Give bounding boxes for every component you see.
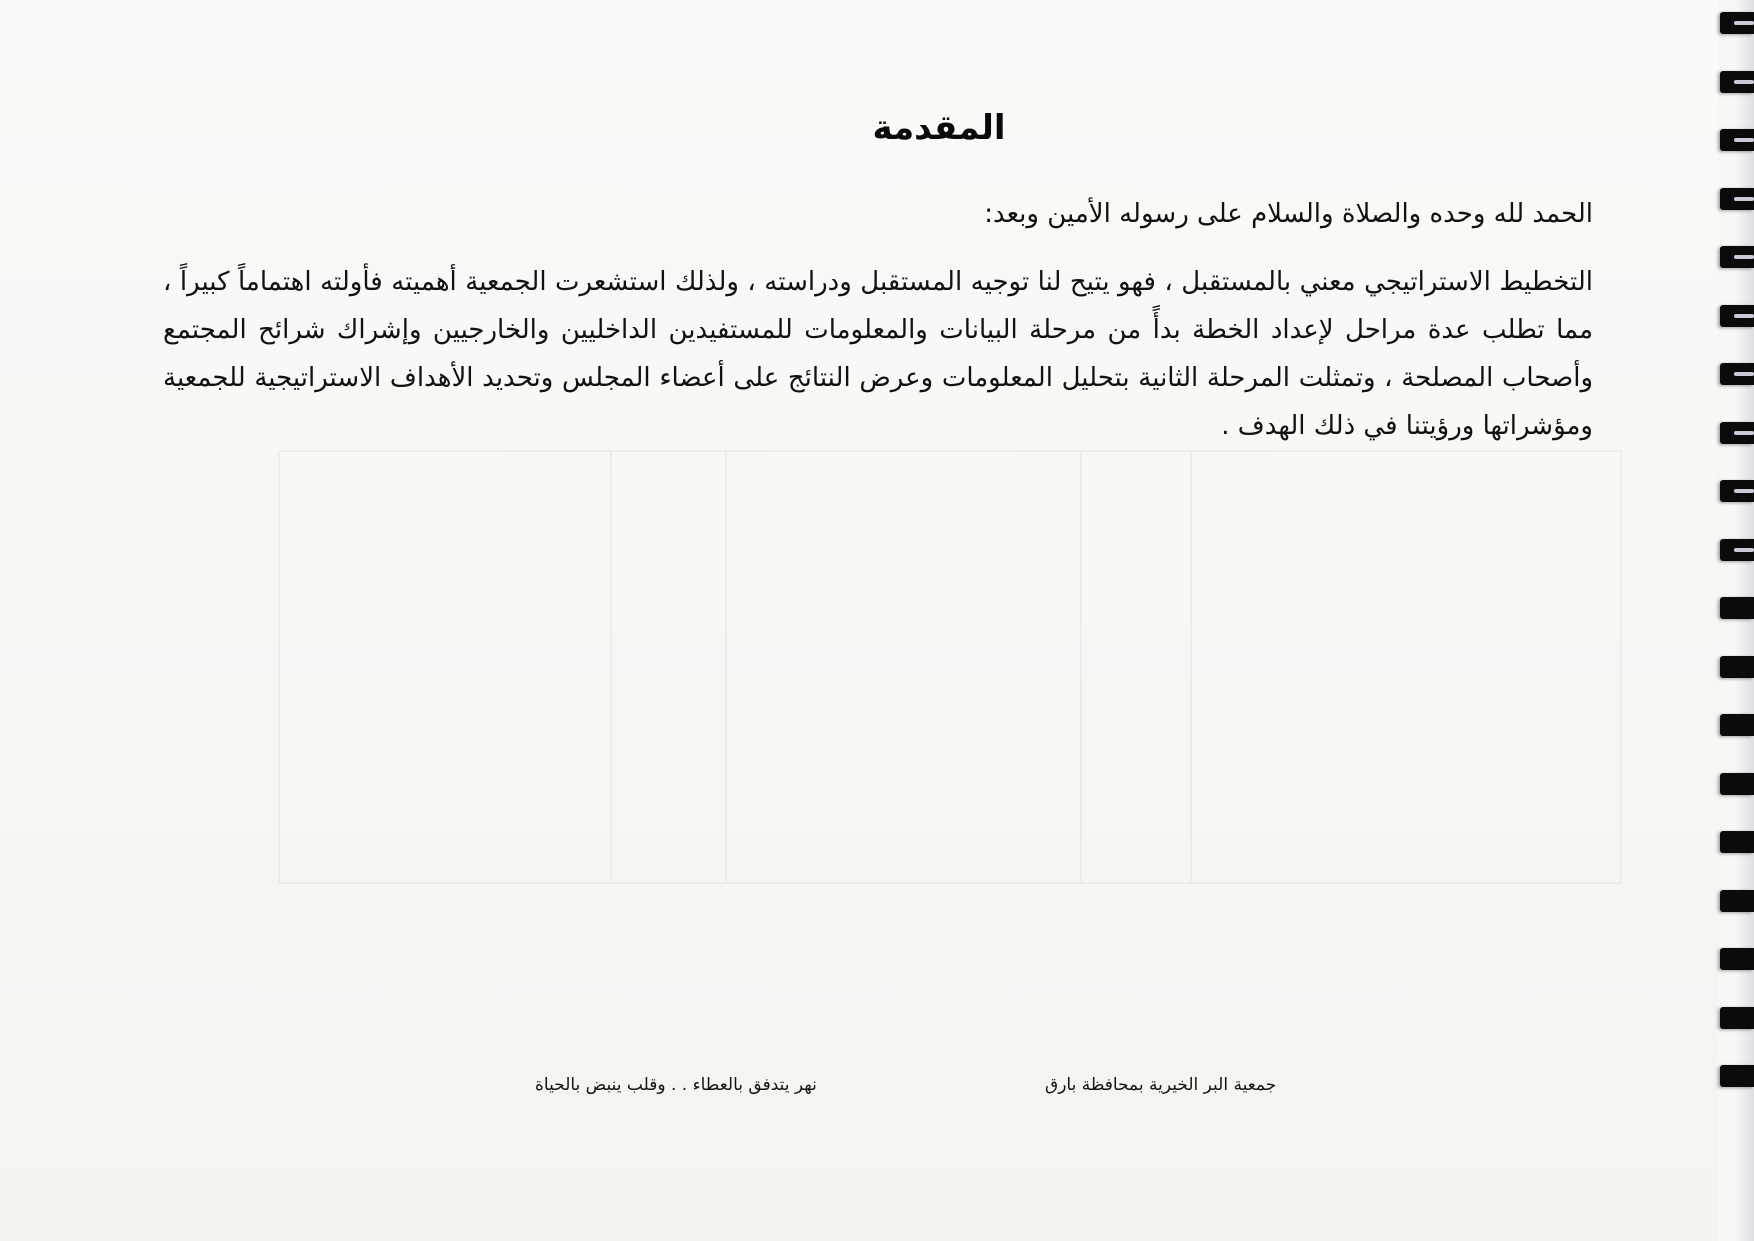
bleed-through-column — [1190, 452, 1192, 882]
binding-ring — [1720, 948, 1754, 970]
spiral-binding — [1714, 0, 1754, 1241]
document-body — [163, 190, 1593, 450]
greeting-line: الحمد لله وحده والصلاة والسلام على رسوله الأمين وبعد: — [984, 199, 1593, 229]
footer-organization: جمعية البر الخيرية بمحافظة بارق — [1045, 1075, 1277, 1095]
binding-ring — [1720, 539, 1754, 561]
bleed-through-column — [1080, 452, 1082, 882]
binding-ring — [1720, 1007, 1754, 1029]
binding-ring — [1720, 890, 1754, 912]
binding-ring — [1720, 480, 1754, 502]
binding-ring — [1720, 188, 1754, 210]
binding-ring — [1720, 422, 1754, 444]
bleed-through-table — [278, 450, 1622, 884]
binding-ring — [1720, 656, 1754, 678]
footer-slogan: نهر يتدفق بالعطاء . . وقلب ينبض بالحياة — [535, 1075, 817, 1095]
binding-ring — [1720, 246, 1754, 268]
binding-ring — [1720, 714, 1754, 736]
binding-ring — [1720, 305, 1754, 327]
binding-ring — [1720, 1065, 1754, 1087]
binding-ring — [1720, 597, 1754, 619]
binding-shadow — [1736, 0, 1754, 1241]
binding-ring — [1720, 773, 1754, 795]
intro-paragraph: التخطيط الاستراتيجي معني بالمستقبل ، فهو يتيح لنا توجيه المستقبل ودراسته ، ولذلك استشعرت الجمعية أهميته فأولته اهتماماً كبيراً ، مما تطلب عدة مراحل لإعداد الخطة بدأً من مرحلة البيانات والمعلومات للمستفيدين الداخليين والخارجيين وإشراك شرائح المجتمع وأصحاب المصلحة ، وتمثلت المرحلة الثانية بتحليل المعلومات وعرض النتائج على أعضاء المجلس وتحديد الأهداف الاستراتيجية للجمعية ومؤشراتها ورؤيتنا في ذلك الهدف . — [163, 267, 1593, 441]
binding-ring — [1720, 129, 1754, 151]
bleed-through-column — [725, 452, 727, 882]
binding-ring — [1720, 831, 1754, 853]
page-title: المقدمة — [872, 108, 1006, 148]
bleed-through-column — [610, 452, 612, 882]
binding-ring — [1720, 363, 1754, 385]
binding-ring — [1720, 12, 1754, 34]
binding-ring — [1720, 71, 1754, 93]
